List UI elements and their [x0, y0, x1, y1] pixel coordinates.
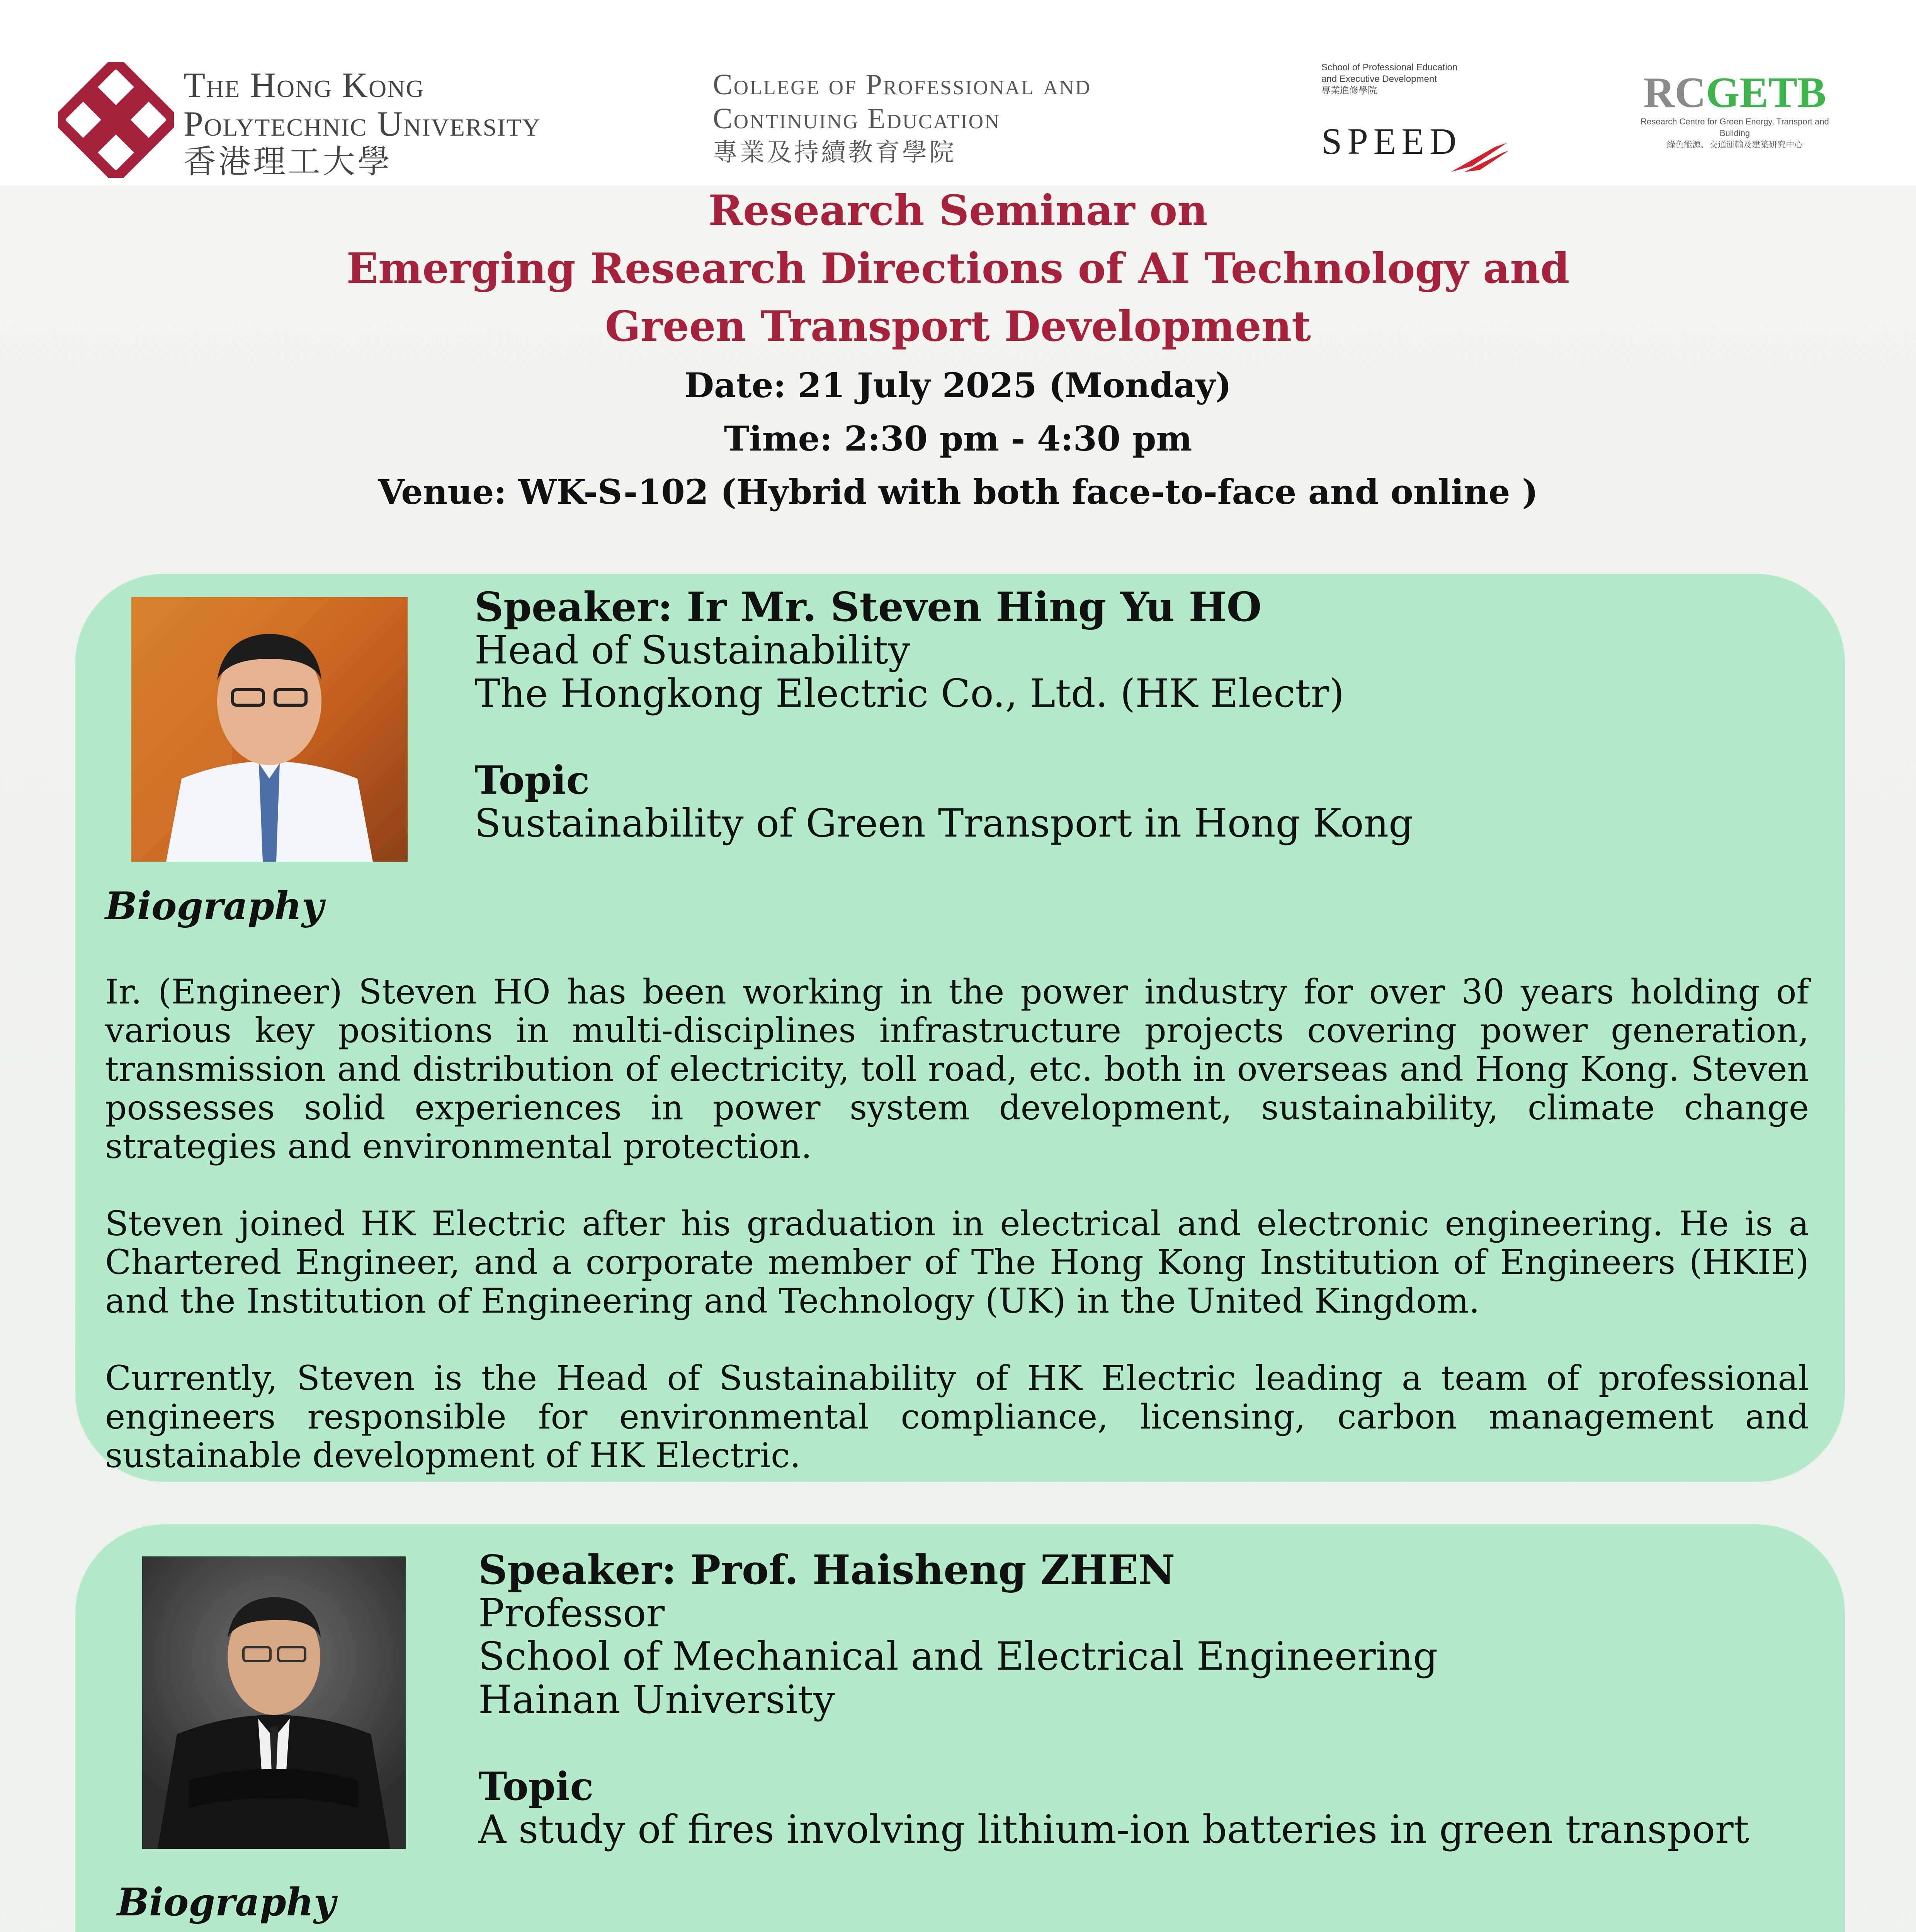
topic-text-2: A study of fires involving lithium-ion batteries in green transport [478, 1807, 1749, 1852]
speed-swoosh-icon [1449, 139, 1511, 174]
speed-name-chinese: 專業進修學院 [1321, 85, 1377, 96]
topic-label-2: Topic [478, 1764, 594, 1809]
speaker-photo-2 [142, 1556, 406, 1849]
speaker-portrait-icon [142, 1556, 406, 1849]
speaker-org-2-line2: Hainan University [478, 1677, 835, 1722]
polyu-emblem-icon [58, 62, 174, 178]
speed-name-line1: School of Professional Education [1321, 62, 1458, 73]
speaker-role-2: Professor [478, 1590, 665, 1636]
speaker-name-2: Speaker: Prof. Haisheng ZHEN [478, 1546, 1175, 1594]
polyu-name-chinese: 香港理工大學 [184, 144, 393, 180]
seminar-title-line2: Emerging Research Directions of AI Technology and [346, 244, 1570, 293]
speaker-info-1 [474, 585, 1413, 845]
seminar-header [0, 182, 1916, 519]
rcgetb-getb: GETB [1706, 69, 1826, 117]
polyu-wordmark [184, 66, 541, 182]
speed-wordmark: SPEED [1321, 121, 1462, 162]
speaker-name-1: Speaker: Ir Mr. Steven Hing Yu HO [474, 583, 1262, 631]
rcgetb-subtitle-en: Research Centre for Green Energy, Transport and Building [1641, 117, 1829, 138]
rcgetb-rc: RC [1643, 69, 1706, 117]
speaker-role-1: Head of Sustainability [474, 628, 910, 673]
biography-text-1 [105, 973, 1809, 1514]
topic-text-1: Sustainability of Green Transport in Hong Kong [474, 801, 1413, 846]
bio-paragraph: Steven joined HK Electric after his graduation in electrical and electronic engineering. He is a Chartered Engineer, and a corporate member of The Hong Kong Institution of Engineers (HKIE) and the Institution of Engineering and Technology (UK) in the United Kingdom. [105, 1204, 1809, 1321]
rcgetb-logo [1627, 70, 1843, 162]
speed-name-line2: and Executive Development [1321, 74, 1437, 84]
seminar-venue: Venue: WK-S-102 (Hybrid with both face-to-face and online ) [378, 472, 1538, 512]
speed-logo [1321, 62, 1507, 174]
biography-label-1: Biography [105, 884, 324, 929]
logo-header [0, 0, 1916, 185]
seminar-time: Time: 2:30 pm - 4:30 pm [724, 418, 1192, 459]
cpce-name-line2: Continuing Education [713, 102, 1001, 135]
speaker-photo-1 [131, 597, 408, 862]
rcgetb-subtitle-zh: 綠色能源、交通運輸及建築研究中心 [1666, 140, 1803, 150]
bio-paragraph: Ir. (Engineer) Steven HO has been working in the power industry for over 30 years holding of various key positions in multi-disciplines infrastructure projects covering power generation, transmission and distribution of electricity, toll road, etc. both in overseas and Hong Kong. Steven possesses solid experiences in power system development, sustainability, climate change strategies and environmental protection. [105, 972, 1809, 1166]
cpce-name-chinese: 專業及持續教育學院 [713, 139, 956, 166]
speaker-org-2: School of Mechanical and Electrical Engineering [478, 1634, 1438, 1679]
polyu-name-line2: Polytechnic University [184, 104, 541, 143]
seminar-title-line1: Research Seminar on [708, 186, 1208, 235]
seminar-title-line3: Green Transport Development [605, 302, 1311, 351]
speaker-portrait-icon [131, 597, 408, 862]
speaker-info-2 [478, 1548, 1749, 1851]
biography-label-2: Biography [117, 1880, 336, 1925]
seminar-date: Date: 21 July 2025 (Monday) [684, 365, 1232, 405]
polyu-name-line1: The Hong Kong [184, 65, 425, 105]
topic-label-1: Topic [474, 757, 590, 803]
bio-paragraph: Currently, Steven is the Head of Sustainability of HK Electric leading a team of professional engineers responsible for environmental compliance, licensing, carbon management and sustainable development of HK Electric. [105, 1358, 1809, 1475]
speaker-org-1: The Hongkong Electric Co., Ltd. (HK Electr) [474, 671, 1345, 716]
cpce-wordmark [713, 68, 1091, 170]
cpce-name-line1: College of Professional and [713, 68, 1091, 101]
rcgetb-wordmark [1627, 70, 1843, 116]
